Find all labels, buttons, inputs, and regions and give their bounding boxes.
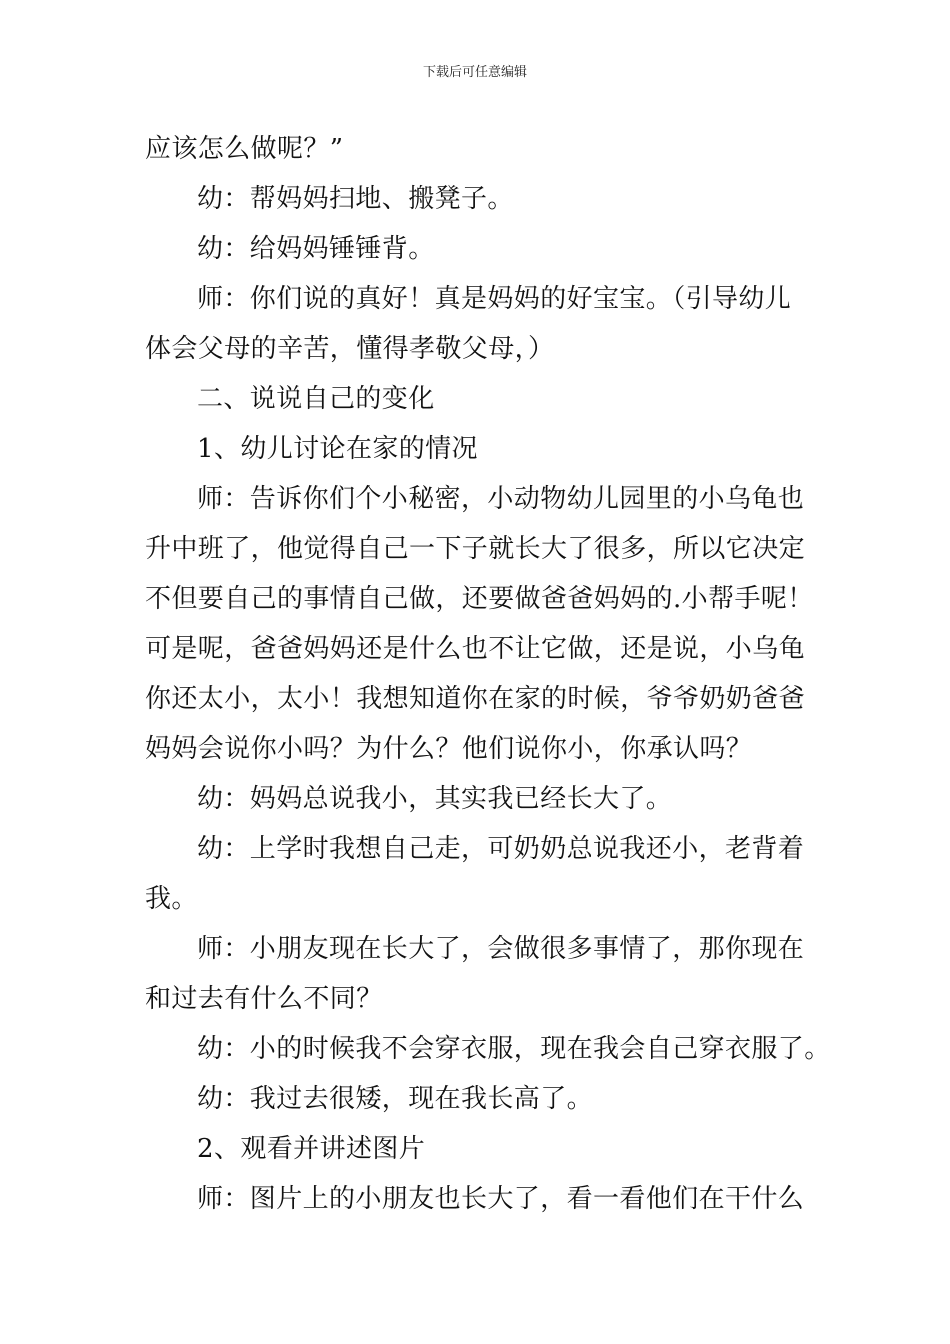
text-line: 师：小朋友现在长大了，会做很多事情了，那你现在 <box>197 934 805 964</box>
text-line: 师：你们说的真好！真是妈妈的好宝宝。（引导幼儿 <box>197 284 792 314</box>
text-line: 我。 <box>145 884 198 914</box>
text-line: 幼：给妈妈锤锤背。 <box>197 234 435 264</box>
text-line: 师：告诉你们个小秘密，小动物幼儿园里的小乌龟也 <box>197 484 805 514</box>
text-line: 升中班了，他觉得自己一下子就长大了很多，所以它决定 <box>145 534 806 564</box>
text-line: 师：图片上的小朋友也长大了，看一看他们在干什么 <box>197 1184 805 1214</box>
text-line: 幼：我过去很矮，现在我长高了。 <box>197 1084 594 1114</box>
text-line: 妈妈会说你小吗？为什么？他们说你小，你承认吗？ <box>145 734 753 764</box>
text-line: 幼：上学时我想自己走，可奶奶总说我还小，老背着 <box>197 834 805 864</box>
subsection-heading: 1、幼儿讨论在家的情况 <box>197 434 478 464</box>
subsection-heading: 2、观看并讲述图片 <box>197 1134 426 1164</box>
section-heading: 二、说说自己的变化 <box>197 384 435 414</box>
text-line: 不但要自己的事情自己做，还要做爸爸妈妈的.小帮手呢！ <box>145 584 814 614</box>
text-line: 幼：帮妈妈扫地、搬凳子。 <box>197 184 514 214</box>
document-body <box>145 124 831 1224</box>
text-line: 你还太小，太小！我想知道你在家的时候，爷爷奶奶爸爸 <box>145 684 806 714</box>
page-header: 下载后可任意编辑 <box>422 65 527 80</box>
text-line: 幼：妈妈总说我小，其实我已经长大了。 <box>197 784 673 814</box>
text-line: 应该怎么做呢？” <box>145 134 344 164</box>
text-line: 和过去有什么不同？ <box>145 984 383 1014</box>
text-line: 幼：小的时候我不会穿衣服，现在我会自己穿衣服了。 <box>197 1034 831 1064</box>
text-line: 可是呢，爸爸妈妈还是什么也不让它做，还是说，小乌龟 <box>145 634 806 664</box>
text-line: 体会父母的辛苦，懂得孝敬父母，） <box>145 334 555 364</box>
